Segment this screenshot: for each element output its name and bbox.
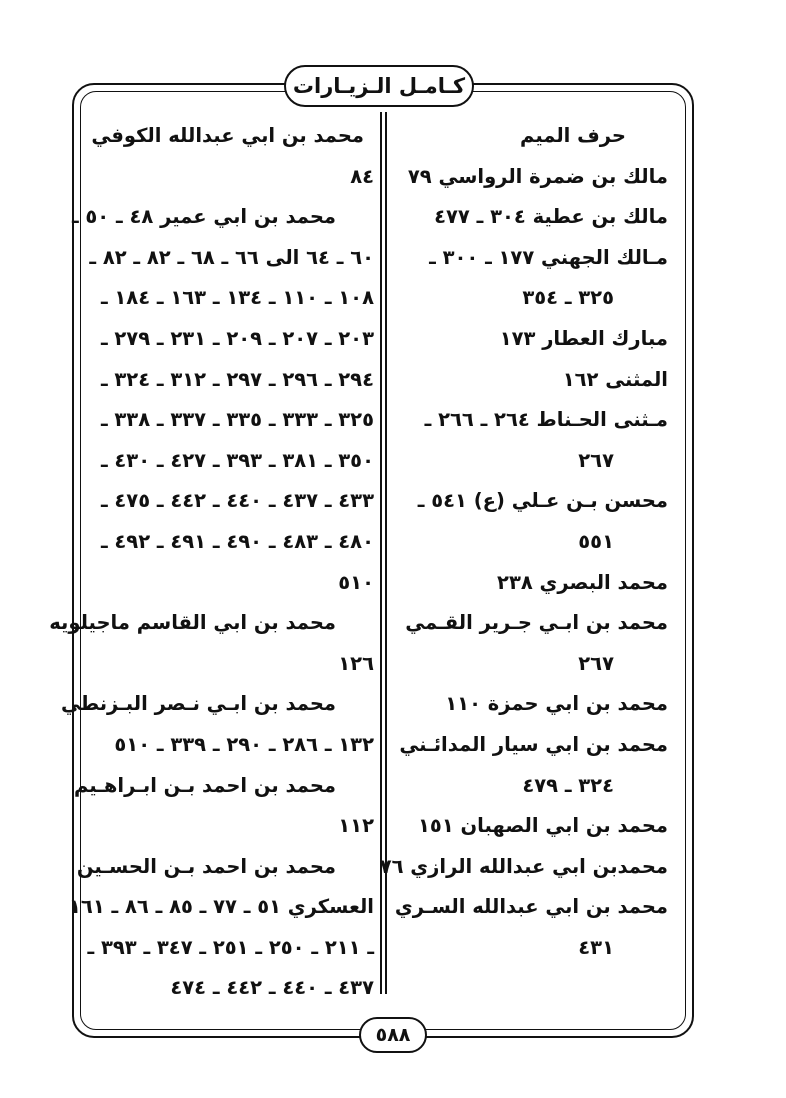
index-entry-continuation: ٤٣٣ ـ ٤٣٧ ـ ٤٤٠ ـ ٤٤٢ ـ ٤٧٥ ـ	[100, 489, 374, 513]
index-entry-continuation: ٢٦٧	[578, 448, 614, 472]
index-entry-continuation: ٤٣١	[578, 935, 614, 959]
index-entry: محمد بن ابي القاسم ماجيلويه	[49, 611, 336, 635]
index-column-left	[49, 116, 374, 1009]
index-entry: مـالك الجهني ١٧٧ ـ ٣٠٠ ـ	[429, 245, 668, 269]
index-entry-continuation: ١١٢	[338, 814, 374, 838]
index-entry-continuation: ٣٢٥ ـ ٣٣٣ ـ ٣٣٥ ـ ٣٣٧ ـ ٣٣٨ ـ	[100, 408, 374, 432]
index-entry-continuation: ٥٥١	[578, 529, 614, 553]
index-entry-continuation: ٤٣٧ ـ ٤٤٠ ـ ٤٤٢ ـ ٤٧٤	[170, 976, 374, 1000]
index-entry-continuation: ٢٠٣ ـ ٢٠٧ ـ ٢٠٩ ـ ٢٣١ ـ ٢٧٩ ـ	[100, 326, 374, 350]
index-entry-continuation: ـ ٢١١ ـ ٢٥٠ ـ ٢٥١ ـ ٣٤٧ ـ ٣٩٣ ـ	[87, 935, 374, 959]
index-entry: محسن بـن عـلي (ع) ٥٤١ ـ	[417, 489, 668, 513]
page-number: ٥٨٨	[375, 1024, 411, 1046]
index-entry-continuation: ١٣٢ ـ ٢٨٦ ـ ٢٩٠ ـ ٣٣٩ ـ ٥١٠	[114, 732, 374, 756]
index-entry-continuation: ٢٩٤ ـ ٢٩٦ ـ ٢٩٧ ـ ٣١٢ ـ ٣٢٤ ـ	[100, 367, 374, 391]
index-entry: مـثنى الحـناط ٢٦٤ ـ ٢٦٦ ـ	[424, 408, 668, 432]
index-entry: المثنى ١٦٢	[562, 367, 668, 391]
index-entry: مبارك العطار ١٧٣	[499, 326, 668, 350]
index-entry: محمدبن ابي عبدالله الرازي ٧٦	[379, 854, 668, 878]
index-entry: محمد بن احمد بـن الحسـين	[76, 854, 336, 878]
index-entry: محمد بن ابي عبدالله السـري	[394, 895, 668, 919]
index-entry: محمد بن ابـي جـرير القـمي	[405, 611, 668, 635]
index-entry-continuation: ٣٢٤ ـ ٤٧٩	[522, 773, 614, 797]
index-entry-continuation: ٤٨٠ ـ ٤٨٣ ـ ٤٩٠ ـ ٤٩١ ـ ٤٩٢ ـ	[100, 529, 374, 553]
running-header	[284, 65, 474, 107]
index-entry-continuation: ٥١٠	[338, 570, 374, 594]
index-entry: محمد بن ابي عمير ٤٨ ـ ٥٠ ـ	[71, 205, 336, 229]
index-entry-continuation: ٨٤	[350, 164, 374, 188]
index-entry-continuation: ٣٥٠ ـ ٣٨١ ـ ٣٩٣ ـ ٤٢٧ ـ ٤٣٠ ـ	[100, 448, 374, 472]
index-entry: محمد بن ابي عبدالله الكوفي	[91, 124, 364, 147]
section-heading: حرف الميم	[520, 124, 626, 147]
index-entry: مالك بن ضمرة الرواسي ٧٩	[407, 164, 668, 188]
index-entry-continuation: العسكري ٥١ ـ ٧٧ ـ ٨٥ ـ ٨٦ ـ ١٦١	[69, 895, 374, 919]
page-number-badge	[359, 1017, 427, 1053]
index-column-right	[379, 116, 674, 968]
index-entry: محمد بن ابـي نـصر البـزنطي	[60, 692, 336, 716]
index-entry-continuation: ٢٦٧	[578, 651, 614, 675]
index-entry: محمد بن احمد بـن ابـراهـيم	[73, 773, 336, 797]
index-entry: محمد البصري ٢٣٨	[497, 570, 668, 594]
index-entry: مالك بن عطية ٣٠٤ ـ ٤٧٧	[434, 205, 668, 229]
index-entry: محمد بن ابي حمزة ١١٠	[445, 692, 668, 716]
index-entry-continuation: ١٠٨ ـ ١١٠ ـ ١٣٤ ـ ١٦٣ ـ ١٨٤ ـ	[100, 286, 374, 310]
index-entry-continuation: ٦٠ ـ ٦٤ الى ٦٦ ـ ٦٨ ـ ٨٢ ـ ٨٢ ـ	[89, 245, 374, 269]
book-title: كـامـل الـزيـارات	[292, 74, 466, 98]
index-entry-continuation: ٣٢٥ ـ ٣٥٤	[522, 286, 614, 310]
index-entry-continuation: ١٢٦	[338, 651, 374, 675]
index-entry: محمد بن ابي الصهبان ١٥١	[418, 814, 668, 838]
index-entry: محمد بن ابي سيار المدائـني	[399, 732, 668, 756]
